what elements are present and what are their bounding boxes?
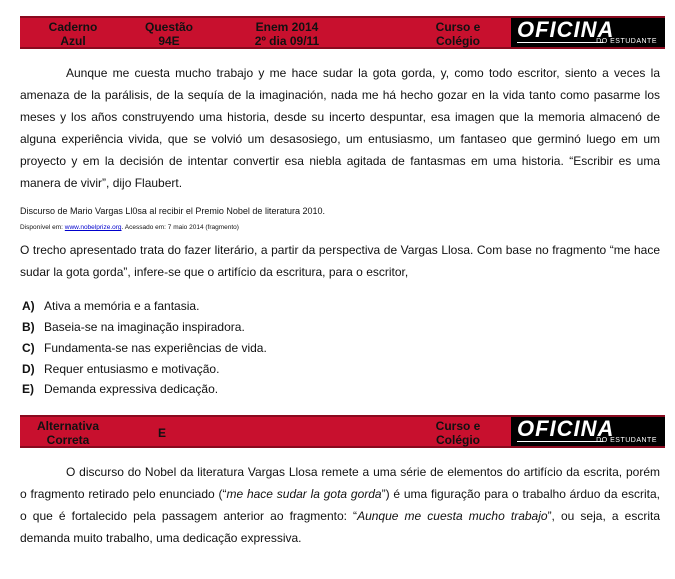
curso-line1: Curso e bbox=[435, 419, 481, 433]
explanation-part3: ”, ou seja, a escrita demanda muito trabalho, uma dedicação expressiva. bbox=[20, 509, 660, 545]
oficina-logo bbox=[511, 18, 665, 47]
option-letter: A) bbox=[22, 299, 35, 313]
explanation-text bbox=[20, 461, 660, 549]
option-text: Demanda expressiva dedicação. bbox=[44, 382, 219, 396]
option-text: Fundamenta-se nas experiências de vida. bbox=[44, 341, 267, 355]
option-letter: E) bbox=[22, 382, 34, 396]
questao-label bbox=[134, 20, 204, 48]
curso-label-answer bbox=[428, 419, 488, 447]
curso-line2: Colégio bbox=[436, 433, 480, 447]
availability-suffix: . Acessado em: 7 maio 2014 (fragmento) bbox=[121, 224, 239, 231]
alternativa-label bbox=[28, 419, 108, 447]
curso-label bbox=[428, 20, 488, 48]
curso-line1: Curso e bbox=[435, 20, 481, 34]
alternativa-line2: Correta bbox=[46, 433, 90, 447]
caderno-value: Azul bbox=[60, 34, 86, 48]
header-band-top bbox=[20, 16, 665, 49]
option-text: Baseia-se na imaginação inspiradora. bbox=[44, 320, 245, 334]
logo-word: OFICINA bbox=[517, 17, 615, 42]
option-text: Requer entusiasmo e motivação. bbox=[44, 362, 220, 376]
option-letter: C) bbox=[22, 341, 35, 355]
enem-label bbox=[242, 20, 332, 48]
option-letter: B) bbox=[22, 320, 35, 334]
option-d bbox=[22, 362, 219, 376]
availability-note bbox=[20, 224, 239, 231]
caderno-title: Caderno bbox=[48, 20, 98, 34]
questao-value: 94E bbox=[158, 34, 180, 48]
explanation-quote2: Aunque me cuesta mucho trabajo bbox=[357, 509, 548, 523]
nobelprize-link[interactable]: www.nobelprize.org bbox=[64, 224, 122, 231]
question-text: O trecho apresentado trata do fazer literário, a partir da perspectiva de Vargas Llosa. Com base no fragmento “me hace sudar la gota gorda”, infere-se que o artifício da escritura, para o escritor, bbox=[20, 243, 660, 279]
option-c bbox=[22, 341, 267, 355]
caderno-label bbox=[38, 20, 108, 48]
source-citation: Discurso de Mario Vargas Ll0sa al recibir el Premio Nobel de literatura 2010. bbox=[20, 206, 325, 216]
enem-date: 2º dia 09/11 bbox=[254, 34, 320, 48]
correct-answer: E bbox=[157, 426, 166, 440]
option-letter: D) bbox=[22, 362, 35, 376]
option-b bbox=[22, 320, 245, 334]
logo-swoosh bbox=[517, 441, 603, 442]
logo-word: OFICINA bbox=[517, 416, 615, 441]
availability-prefix: Disponível em: bbox=[20, 224, 65, 231]
logo-sub: DO ESTUDANTE bbox=[596, 437, 657, 444]
explanation-part2: ”) é uma figuração para o trabalho árduo da escrita, o que é fortalecido pela passagem anterior ao fragmento: “ bbox=[20, 487, 661, 523]
alternativa-line1: Alternativa bbox=[36, 419, 100, 433]
header-band-answer bbox=[20, 415, 665, 448]
logo-swoosh bbox=[517, 42, 603, 43]
option-text: Ativa a memória e a fantasia. bbox=[44, 299, 200, 313]
passage-text: Aunque me cuesta mucho trabajo y me hace sudar la gota gorda, y, como todo escritor, siento a veces la amenaza de la parálisis, de la sequía de la imaginación, nada me há hecho gozar en la vida tanto como pasarme los meses y los años construyendo uma historia, desde su incerto despuntar, esa imagen que la memoria almacenó de alguna experiência vivida, que se volvió um desasosiego, um entusiasmo, um fantaseo que germinó luego em um proyecto y em la decisión de intentar convertir esa niebla agitada de fantasmas em uma historia. “Escribir es uma manera de vivir”, dijo Flaubert. bbox=[20, 66, 660, 190]
oficina-logo bbox=[511, 417, 665, 446]
explanation-quote1: me hace sudar la gota gorda bbox=[226, 487, 382, 501]
option-e bbox=[22, 382, 218, 396]
curso-line2: Colégio bbox=[436, 34, 480, 48]
logo-sub: DO ESTUDANTE bbox=[596, 38, 657, 45]
enem-title: Enem 2014 bbox=[255, 20, 319, 34]
questao-title: Questão bbox=[144, 20, 193, 34]
explanation-part1: O discurso do Nobel da literatura Vargas Llosa remete a uma série de elementos do artifício da escrita, porém o fragmento retirado pelo enunciado (“ bbox=[20, 465, 660, 501]
option-a bbox=[22, 299, 199, 313]
